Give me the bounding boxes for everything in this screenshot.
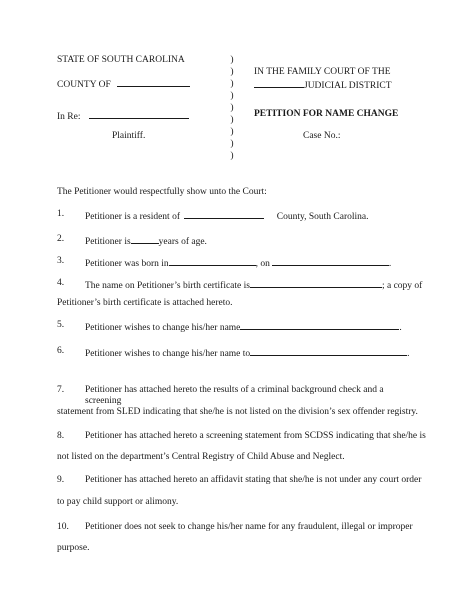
item-number: 1. <box>57 209 65 219</box>
document-title: PETITION FOR NAME CHANGE <box>254 109 399 119</box>
county-label-text: COUNTY OF <box>57 80 111 90</box>
paren: ) <box>230 103 234 113</box>
item-9-line-1: Petitioner has attached hereto an affidavit stating that she/he is not under any court order <box>85 475 422 485</box>
paren: ) <box>230 55 234 65</box>
birthdate-blank[interactable] <box>272 256 389 266</box>
item-5 <box>85 320 402 334</box>
paren: ) <box>230 151 234 161</box>
court-line-1: IN THE FAMILY COURT OF THE <box>254 67 391 77</box>
item-number: 3. <box>57 256 65 266</box>
residence-county-blank[interactable] <box>184 209 264 219</box>
item-number: 6. <box>57 346 65 356</box>
county-blank[interactable] <box>117 77 190 87</box>
in-re-blank[interactable] <box>89 109 189 119</box>
case-no-label: Case No.: <box>303 131 341 141</box>
item-9-line-2: to pay child support or alimony. <box>57 497 179 507</box>
current-name-blank[interactable] <box>240 320 399 330</box>
paren: ) <box>230 91 234 101</box>
paren: ) <box>230 67 234 77</box>
item-3-on: , on <box>255 259 270 269</box>
item-3-text: Petitioner was born in <box>85 259 169 269</box>
item-number: 5. <box>57 320 65 330</box>
item-7-line-1: Petitioner has attached hereto the results of a criminal background check and a <box>85 385 384 395</box>
plaintiff-label: Plaintiff. <box>112 131 146 141</box>
item-number: 10. <box>57 522 69 532</box>
item-5-text: Petitioner wishes to change his/her name <box>85 323 241 333</box>
district-blank[interactable] <box>254 78 304 88</box>
paren: ) <box>230 115 234 125</box>
item-1 <box>85 209 368 223</box>
in-re-line <box>57 109 189 123</box>
item-4 <box>85 278 422 292</box>
new-name-blank[interactable] <box>250 346 407 356</box>
item-number: 7. <box>57 385 65 395</box>
item-2-suffix: years of age. <box>158 237 207 247</box>
in-re-label: In Re: <box>57 112 81 122</box>
county-label <box>57 77 190 91</box>
item-8-line-2: not listed on the department’s Central Registry of Child Abuse and Neglect. <box>57 452 345 462</box>
item-6 <box>85 346 410 360</box>
item-2 <box>85 234 207 248</box>
item-10-line-1: Petitioner does not seek to change his/her name for any fraudulent, illegal or improper <box>85 522 413 532</box>
item-3 <box>85 256 391 270</box>
item-10-line-2: purpose. <box>57 543 90 553</box>
item-2-text: Petitioner is <box>85 237 131 247</box>
item-number: 2. <box>57 234 65 244</box>
item-5-end: . <box>399 323 402 333</box>
item-1-text: Petitioner is a resident of <box>85 212 180 222</box>
court-line-2 <box>254 78 392 92</box>
item-8-line-1: Petitioner has attached hereto a screening statement from SCDSS indicating that she/he is <box>85 431 426 441</box>
item-6-text: Petitioner wishes to change his/her name to <box>85 349 251 359</box>
age-blank[interactable] <box>131 234 159 244</box>
item-1-suffix: County, South Carolina. <box>276 212 369 222</box>
birth-certificate-name-blank[interactable] <box>250 278 382 288</box>
district-label: JUDICIAL DISTRICT <box>304 81 392 91</box>
item-4-text: The name on Petitioner’s birth certificate is <box>85 281 250 291</box>
intro-text: The Petitioner would respectfully show unto the Court: <box>57 187 267 197</box>
item-7-line-3: statement from SLED indicating that she/he is not listed on the division’s sex offender registry. <box>57 407 418 417</box>
item-7-line-2: screening <box>85 396 122 406</box>
paren: ) <box>230 79 234 89</box>
item-4-continuation: Petitioner’s birth certificate is attached hereto. <box>57 298 233 308</box>
birthplace-blank[interactable] <box>169 256 256 266</box>
paren: ) <box>230 127 234 137</box>
item-3-end: . <box>388 259 392 269</box>
item-number: 4. <box>57 278 65 288</box>
item-number: 9. <box>57 475 65 485</box>
state-label: STATE OF SOUTH CAROLINA <box>57 55 185 65</box>
item-4-suffix: ; a copy of <box>381 281 423 291</box>
item-number: 8. <box>57 431 65 441</box>
paren: ) <box>230 139 234 149</box>
item-6-end: . <box>407 349 410 359</box>
